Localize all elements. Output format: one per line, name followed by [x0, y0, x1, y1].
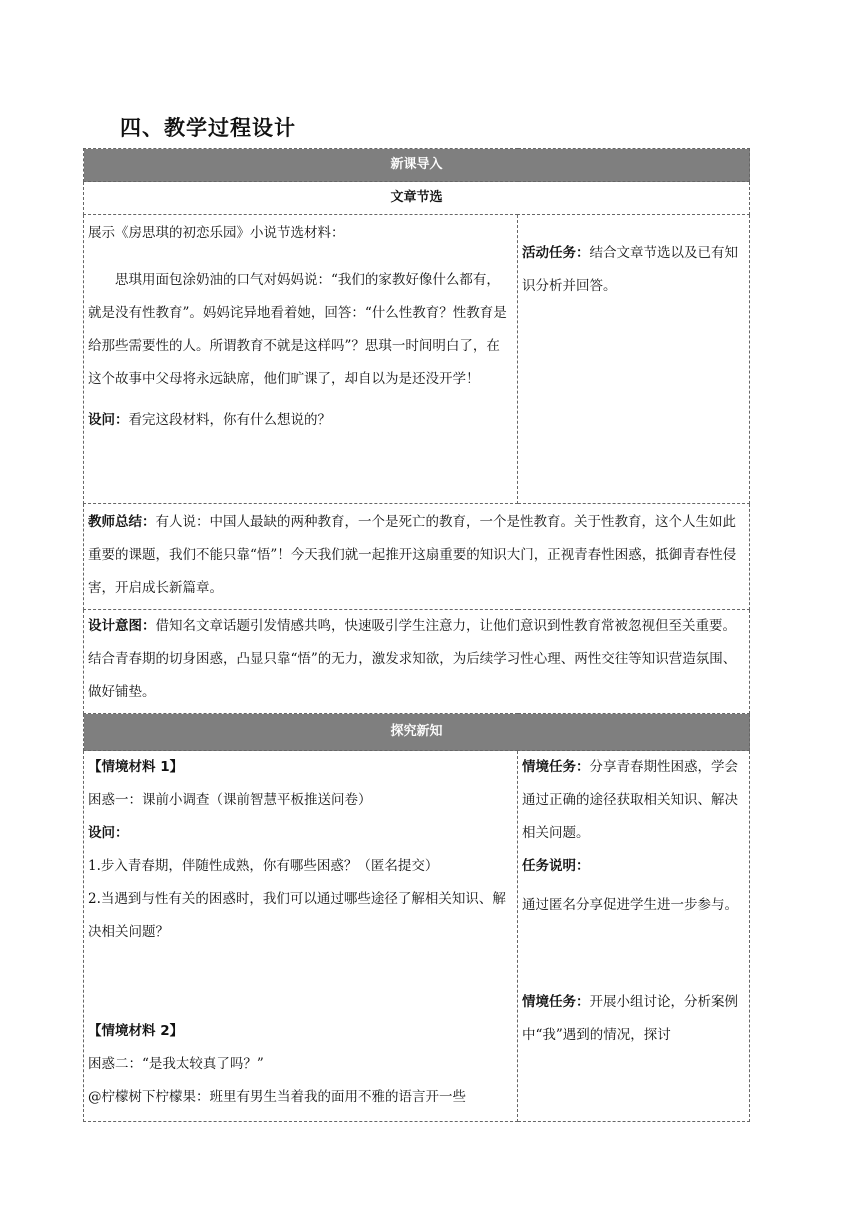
explore-question-label: 设问： [88, 825, 129, 841]
band-row-intro [84, 149, 750, 182]
design-label: 设计意图： [88, 618, 156, 634]
spacer [522, 922, 745, 986]
scenario-task-1-text: 分享青春期性困惑，学会通过正确的途径获取相关知识、解决相关问题。 [522, 759, 738, 841]
summary-row [84, 504, 750, 610]
design-intent [84, 610, 749, 713]
question-label: 设问： [88, 412, 129, 428]
excerpt-passage: 思琪用面包涂奶油的口气对妈妈说：“我们的家教好像什么都有，就是没有性教育”。妈妈诧异地看着她，回答：“什么性教育？性教育是给那些需要性的人。所谓教育不就是这样吗”？思琪一时间明白了，在这个故事中父母将永远缺席，他们旷课了，却自以为是还没开学！ [88, 272, 507, 387]
material2-text: @柠檬树下柠檬果：班里有男生当着我的面用不雅的语言开一些 [88, 1089, 466, 1105]
teacher-summary [84, 504, 749, 609]
band-explore-new-knowledge: 探究新知 [390, 724, 443, 739]
summary-label: 教师总结： [88, 514, 156, 530]
excerpt-row [84, 215, 750, 504]
band-row-explore [84, 714, 750, 751]
scenario-task-2-label: 情境任务： [522, 994, 590, 1010]
article-excerpt-subtitle: 文章节选 [390, 190, 443, 205]
question-2: 2.当遇到与性有关的困惑时，我们可以通过哪些途径了解相关知识、解决相关问题？ [88, 891, 506, 940]
scenario-task-2-text: 开展小组讨论，分析案例中“我”遇到的情况，探讨 [522, 994, 738, 1043]
activity-task [522, 237, 745, 303]
spacer [88, 949, 513, 1015]
question-text: 看完这段材料，你有什么想说的？ [128, 412, 331, 428]
task-note-label: 任务说明： [522, 858, 590, 874]
band-new-lesson-intro: 新课导入 [390, 157, 443, 172]
activity-task-text: 结合文章节选以及已有知识分析并回答。 [522, 245, 738, 294]
scenario-task-1-label: 情境任务： [522, 759, 590, 775]
question-line [88, 404, 513, 437]
material1-title: 【情境材料 1】 [88, 759, 184, 775]
subtitle-row [84, 182, 750, 215]
explore-row [84, 751, 750, 1122]
design-row [84, 610, 750, 714]
question-1: 1.步入青春期，伴随性成熟，你有哪些困惑？（匿名提交） [88, 858, 439, 874]
excerpt-intro: 展示《房思琪的初恋乐园》小说节选材料： [88, 225, 345, 241]
material2-line: 困惑二：“是我太较真了吗？” [88, 1056, 264, 1072]
summary-text: 有人说：中国人最缺的两种教育，一个是死亡的教育，一个是性教育。关于性教育，这个人生如此重要的课题，我们不能只靠“悟”！今天我们就一起推开这扇重要的知识大门，正视青春性困惑，抵御青春性侵害，开启成长新篇章。 [88, 514, 737, 596]
design-text: 借知名文章话题引发情感共鸣，快速吸引学生注意力，让他们意识到性教育常被忽视但至关重要。结合青春期的切身困惑，凸显只靠“悟”的无力，激发求知欲，为后续学习性心理、两性交往等知识营造氛围、做好铺垫。 [88, 618, 737, 700]
material1-line: 困惑一：课前小调查（课前智慧平板推送问卷） [88, 792, 372, 808]
scenario-task-1 [522, 751, 745, 850]
section-heading: 四、教学过程设计 [120, 116, 296, 140]
task-note-text: 通过匿名分享促进学生进一步参与。 [522, 897, 738, 913]
teaching-process-table [83, 148, 750, 1122]
material2-title: 【情境材料 2】 [88, 1023, 184, 1039]
scenario-task-2 [522, 986, 745, 1052]
activity-task-label: 活动任务： [522, 245, 590, 261]
